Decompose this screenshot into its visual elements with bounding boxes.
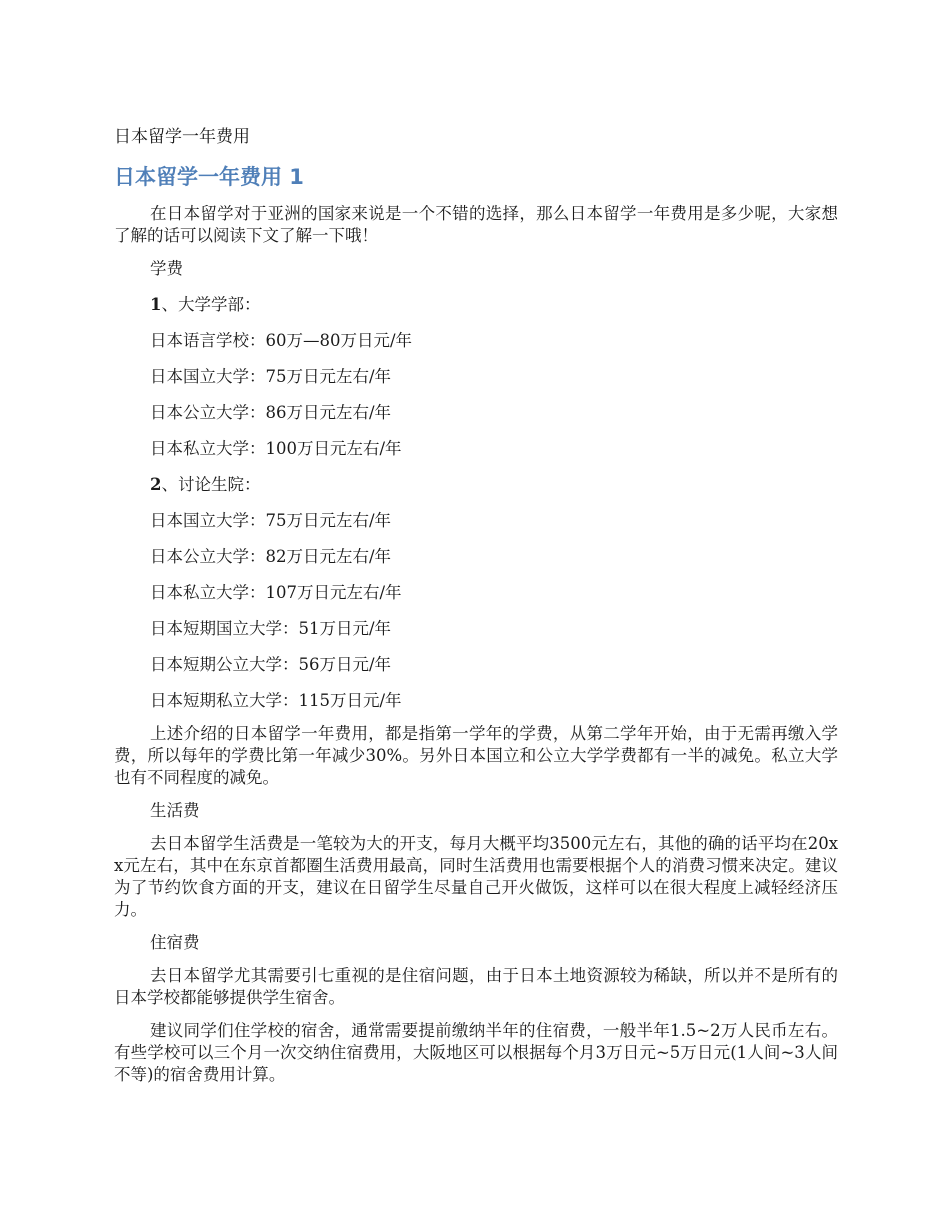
document-body [114,203,838,1097]
list-item: 日本公立大学：86万日元左右/年 [150,403,392,422]
list-item: 日本国立大学：75万日元左右/年 [150,367,392,386]
tuition-note: 上述介绍的日本留学一年费用，都是指第一学年的学费，从第二学年开始，由于无需再缴入学费，所以每年的学费比第一年减少30%。另外日本国立和公立大学学费都有一半的减免。私立大学也有不同程度的减免。 [114,724,838,787]
grad-label: 、讨论生院： [161,475,261,494]
housing-paragraph-2: 建议同学们住学校的宿舍，通常需要提前缴纳半年的住宿费，一般半年1.5~2万人民币左右。有些学校可以三个月一次交纳住宿费用，大阪地区可以根据每个月3万日元~5万日元(1人间~3人间不等)的宿舍费用计算。 [114,1021,838,1084]
list-item: 日本短期私立大学：115万日元/年 [150,691,402,710]
section-heading: 日本留学一年费用 1 [114,165,304,189]
list-item: 日本短期国立大学：51万日元/年 [150,619,392,638]
housing-paragraph-1: 去日本留学尤其需要引七重视的是住宿问题，由于日本土地资源较为稀缺，所以并不是所有的日本学校都能够提供学生宿舍。 [114,966,838,1007]
list-item: 日本公立大学：82万日元左右/年 [150,547,392,566]
undergrad-heading [114,294,838,316]
undergrad-number: 1 [150,295,162,314]
housing-title: 住宿费 [150,933,200,952]
intro-paragraph: 在日本留学对于亚洲的国家来说是一个不错的选择，那么日本留学一年费用是多少呢，大家想了解的话可以阅读下文了解一下哦！ [114,204,838,245]
list-item: 日本国立大学：75万日元左右/年 [150,511,392,530]
tuition-title: 学费 [150,259,183,278]
undergrad-label: 、大学学部： [161,295,261,314]
list-item: 日本私立大学：107万日元左右/年 [150,583,402,602]
grad-heading [114,474,838,496]
list-item: 日本私立大学：100万日元左右/年 [150,439,402,458]
living-title: 生活费 [150,801,200,820]
list-item: 日本短期公立大学：56万日元/年 [150,655,392,674]
document-title: 日本留学一年费用 [114,127,250,147]
list-item: 日本语言学校：60万—80万日元/年 [150,331,413,350]
living-paragraph: 去日本留学生活费是一笔较为大的开支，每月大概平均3500元左右，其他的确的话平均在20xx元左右，其中在东京首都圈生活费用最高，同时生活费用也需要根据个人的消费习惯来决定。建议为了节约饮食方面的开支，建议在日留学生尽量自己开火做饭，这样可以在很大程度上减轻经济压力。 [114,834,838,919]
grad-number: 2 [150,475,162,494]
